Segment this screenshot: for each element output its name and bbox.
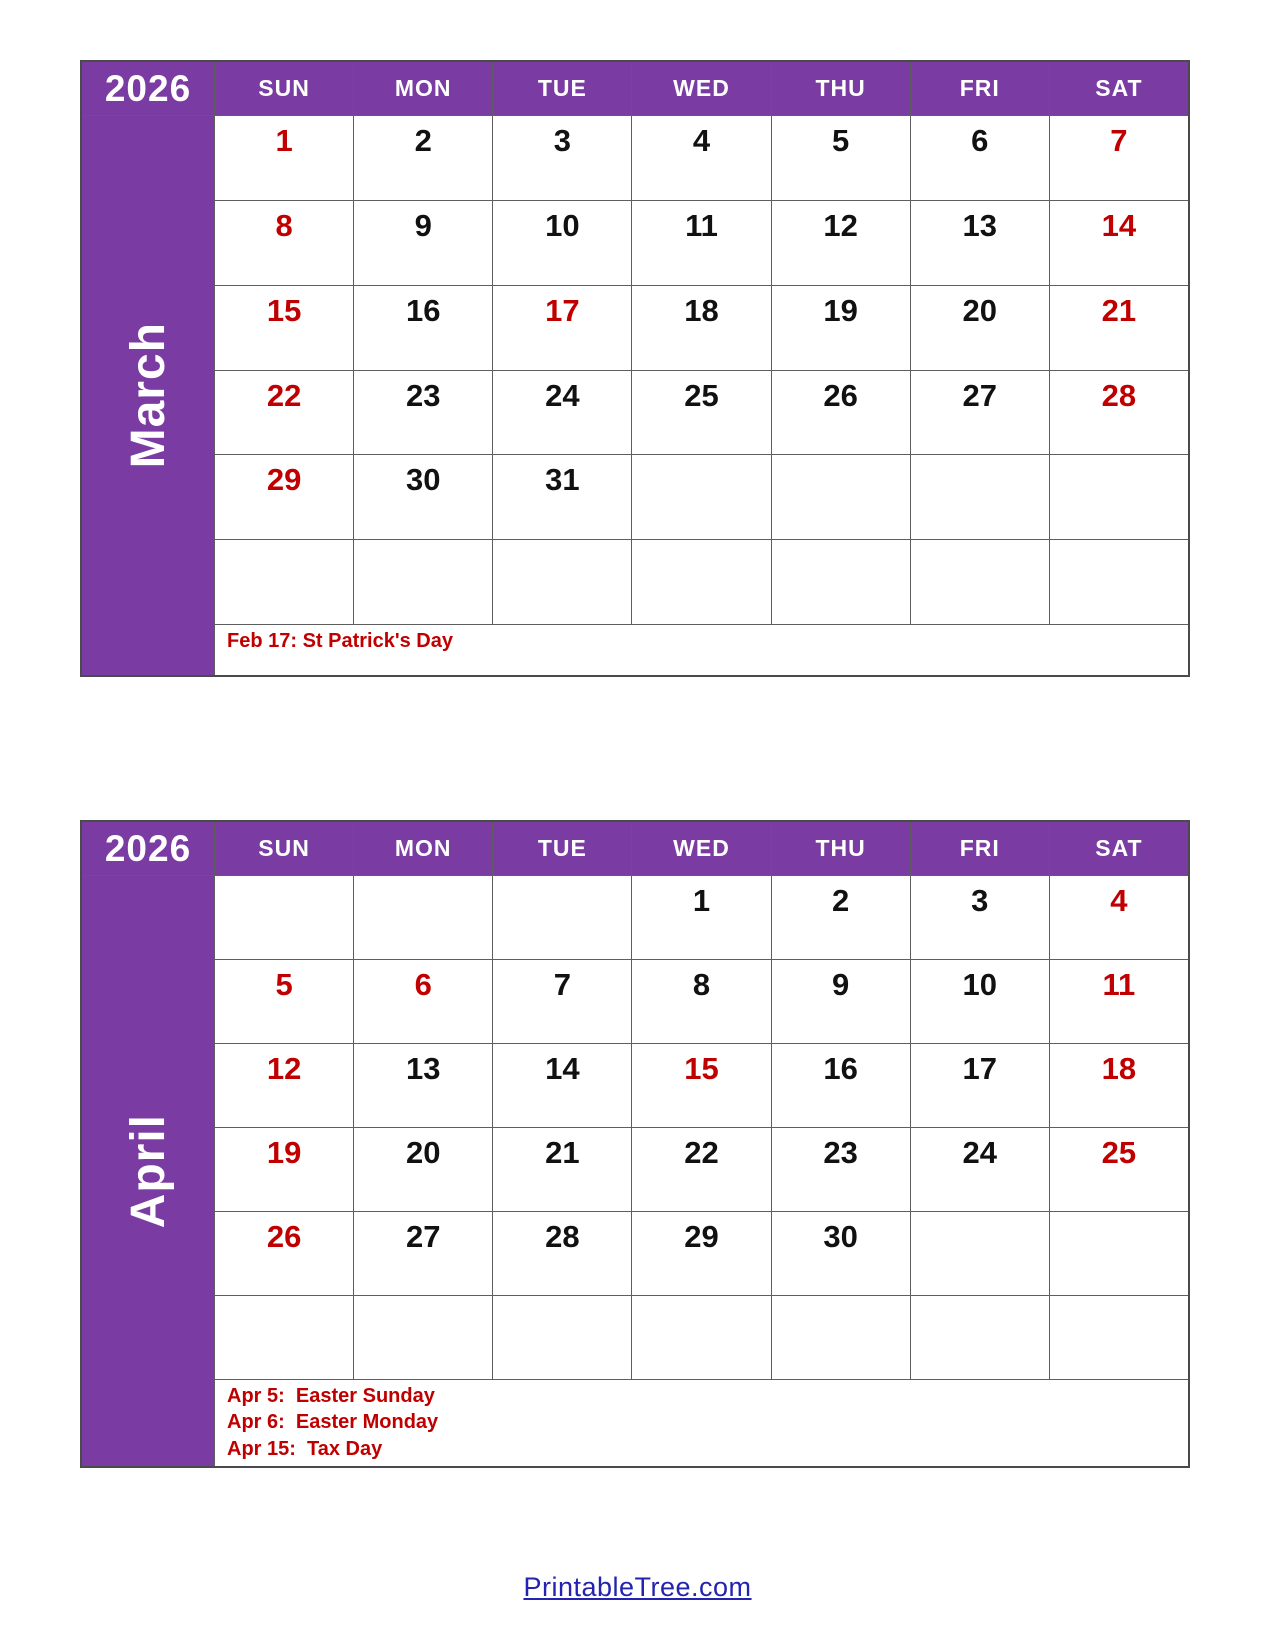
date-cell: 18 [1050, 1044, 1188, 1127]
date-cell [632, 540, 770, 624]
date-cell [1050, 455, 1188, 539]
day-header-sun: SUN [215, 62, 353, 115]
date-cell [632, 455, 770, 539]
holiday-notes [215, 625, 1188, 675]
date-cell: 17 [911, 1044, 1049, 1127]
date-cell [493, 540, 631, 624]
date-cell: 20 [354, 1128, 492, 1211]
day-header-thu: THU [772, 822, 910, 875]
day-header-sun: SUN [215, 822, 353, 875]
date-cell: 26 [772, 371, 910, 455]
date-cell: 19 [772, 286, 910, 370]
date-cell: 5 [215, 960, 353, 1043]
date-cell: 18 [632, 286, 770, 370]
day-header-sat: SAT [1050, 822, 1188, 875]
date-cell: 28 [1050, 371, 1188, 455]
date-cell: 27 [911, 371, 1049, 455]
date-cell: 6 [911, 116, 1049, 200]
date-cell: 16 [354, 286, 492, 370]
day-header-tue: TUE [493, 822, 631, 875]
date-cell: 31 [493, 455, 631, 539]
date-cell: 30 [772, 1212, 910, 1295]
date-cell [354, 540, 492, 624]
date-cell [354, 876, 492, 959]
month-label: April [121, 1113, 175, 1229]
date-cell: 24 [493, 371, 631, 455]
day-header-tue: TUE [493, 62, 631, 115]
date-cell: 6 [354, 960, 492, 1043]
date-cell: 23 [354, 371, 492, 455]
date-cell: 1 [632, 876, 770, 959]
date-cell: 15 [632, 1044, 770, 1127]
day-header-wed: WED [632, 62, 770, 115]
day-header-fri: FRI [911, 62, 1049, 115]
date-cell [1050, 1296, 1188, 1379]
date-cell: 9 [772, 960, 910, 1043]
date-cell: 11 [1050, 960, 1188, 1043]
date-cell [215, 876, 353, 959]
date-cell: 5 [772, 116, 910, 200]
date-cell: 12 [215, 1044, 353, 1127]
date-cell: 10 [911, 960, 1049, 1043]
date-cell: 2 [354, 116, 492, 200]
date-cell: 13 [354, 1044, 492, 1127]
date-cell: 29 [632, 1212, 770, 1295]
date-cell: 9 [354, 201, 492, 285]
date-cell: 4 [632, 116, 770, 200]
day-header-mon: MON [354, 822, 492, 875]
date-cell [772, 455, 910, 539]
date-cell [632, 1296, 770, 1379]
date-cell: 15 [215, 286, 353, 370]
day-header-wed: WED [632, 822, 770, 875]
month-sidebar [82, 876, 214, 1466]
date-cell: 7 [493, 960, 631, 1043]
date-cell: 25 [632, 371, 770, 455]
date-cell: 21 [1050, 286, 1188, 370]
date-cell [215, 540, 353, 624]
date-cell [1050, 1212, 1188, 1295]
printabletree-link[interactable]: PrintableTree.com [523, 1572, 752, 1602]
date-cell: 3 [493, 116, 631, 200]
date-cell: 16 [772, 1044, 910, 1127]
date-cell: 7 [1050, 116, 1188, 200]
date-cell: 25 [1050, 1128, 1188, 1211]
day-header-mon: MON [354, 62, 492, 115]
date-cell: 30 [354, 455, 492, 539]
date-cell: 29 [215, 455, 353, 539]
holiday-note: Apr 15: Tax Day [227, 1437, 383, 1460]
date-cell: 22 [215, 371, 353, 455]
date-cell [772, 540, 910, 624]
date-cell [772, 1296, 910, 1379]
month-label: March [121, 322, 175, 469]
day-header-fri: FRI [911, 822, 1049, 875]
date-cell: 21 [493, 1128, 631, 1211]
date-cell: 28 [493, 1212, 631, 1295]
date-cell [911, 1212, 1049, 1295]
date-cell: 12 [772, 201, 910, 285]
year-label: 2026 [82, 822, 214, 875]
date-cell: 8 [632, 960, 770, 1043]
holiday-note: Feb 17: St Patrick's Day [227, 630, 453, 652]
date-cell: 17 [493, 286, 631, 370]
date-cell [493, 1296, 631, 1379]
date-cell: 8 [215, 201, 353, 285]
date-cell: 11 [632, 201, 770, 285]
day-header-sat: SAT [1050, 62, 1188, 115]
holiday-note: Apr 6: Easter Monday [227, 1411, 439, 1434]
year-label: 2026 [82, 62, 214, 115]
date-cell [215, 1296, 353, 1379]
date-cell: 14 [493, 1044, 631, 1127]
date-cell: 1 [215, 116, 353, 200]
calendar-march [80, 60, 1190, 677]
date-cell: 10 [493, 201, 631, 285]
date-cell [911, 540, 1049, 624]
holiday-note: Apr 5: Easter Sunday [227, 1385, 435, 1407]
footer [0, 1572, 1275, 1603]
day-header-thu: THU [772, 62, 910, 115]
date-cell: 3 [911, 876, 1049, 959]
date-cell: 23 [772, 1128, 910, 1211]
date-cell [911, 455, 1049, 539]
date-cell: 19 [215, 1128, 353, 1211]
date-cell [493, 876, 631, 959]
date-cell: 20 [911, 286, 1049, 370]
date-cell [911, 1296, 1049, 1379]
date-cell: 26 [215, 1212, 353, 1295]
calendar-april [80, 820, 1190, 1468]
date-cell [1050, 540, 1188, 624]
date-cell: 14 [1050, 201, 1188, 285]
date-cell: 13 [911, 201, 1049, 285]
holiday-notes [215, 1380, 1188, 1466]
date-cell: 24 [911, 1128, 1049, 1211]
date-cell: 2 [772, 876, 910, 959]
date-cell: 4 [1050, 876, 1188, 959]
date-cell [354, 1296, 492, 1379]
date-cell: 22 [632, 1128, 770, 1211]
date-cell: 27 [354, 1212, 492, 1295]
month-sidebar [82, 116, 214, 675]
